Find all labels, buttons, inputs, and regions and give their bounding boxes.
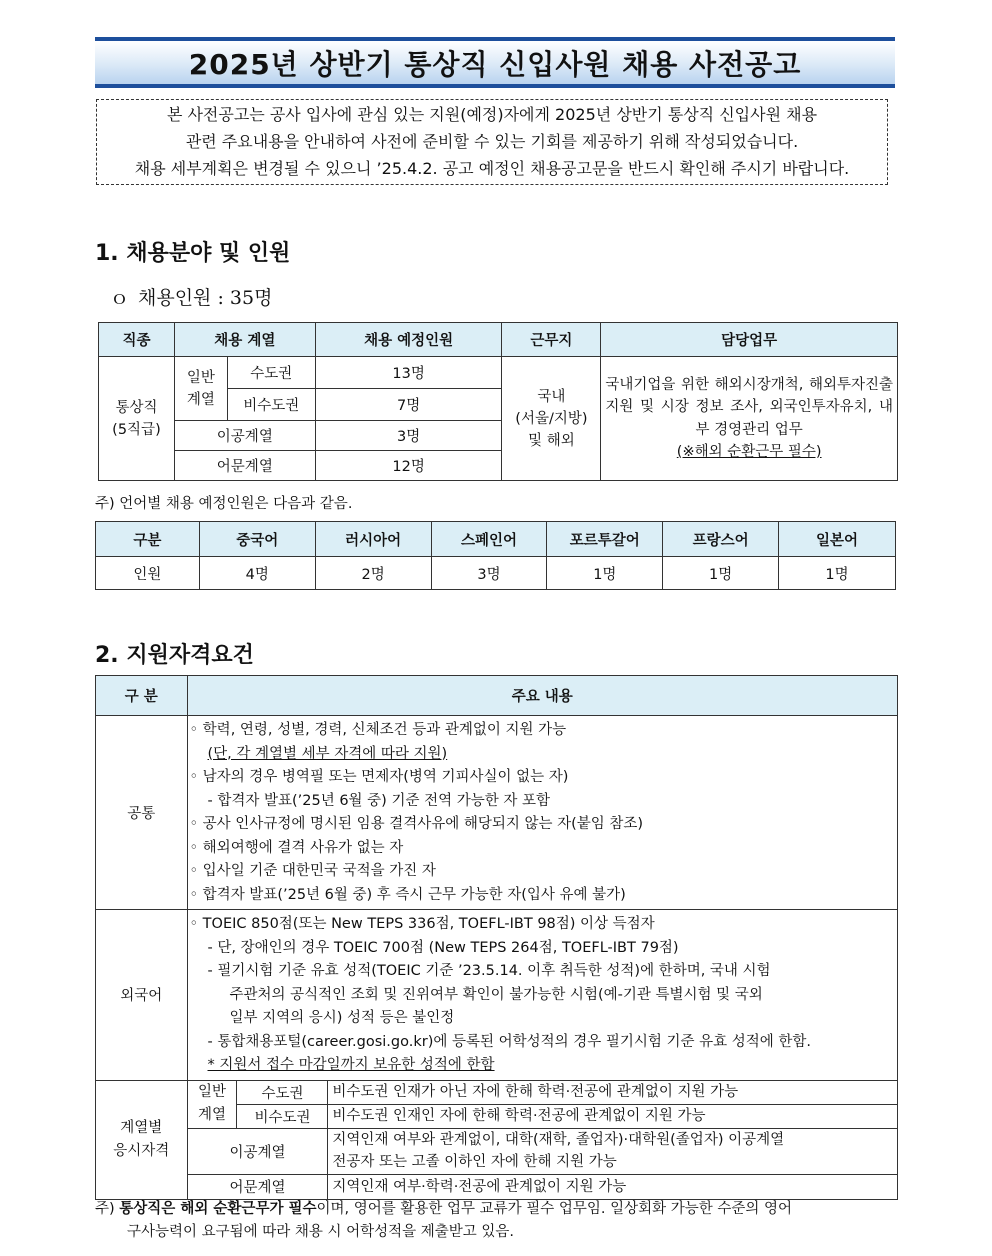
cell: 1명	[779, 557, 896, 590]
notice-line: 관련 주요내용을 안내하여 사전에 준비할 수 있는 기회를 제공하기 위해 작성되었습니다.	[185, 132, 799, 151]
duties-text: 국내기업을 위한 해외시장개척, 해외투자진출 지원 및 시장 정보 조사, 외국인투자유치, 내부 경영관리 업무	[605, 376, 893, 438]
footnote-line	[95, 1198, 792, 1221]
language-table	[95, 521, 896, 590]
section-heading-recruitment: 1. 채용분야 및 인원	[95, 241, 291, 266]
bullet-mark: ｏ	[110, 287, 130, 309]
table-row	[96, 1174, 898, 1199]
header-cell: 스페인어	[431, 522, 547, 557]
headcount-bullet	[110, 283, 272, 310]
track-desc: 지역인재 여부와 관계없이, 대학(재학, 졸업자)·대학원(졸업자) 이공계열 전공자 또는 고졸 이하인 자에 한해 지원 가능	[328, 1128, 898, 1174]
recruitment-table	[98, 322, 898, 481]
header-cell: 직종	[99, 323, 175, 357]
notice-line: 채용 세부계획은 변경될 수 있으니 ’25.4.2. 공고 예정인 채용공고문을 반드시 확인해 주시기 바랍니다.	[134, 159, 850, 178]
job-cell: 통상직 (5직급)	[99, 357, 175, 481]
table-row	[96, 1128, 898, 1174]
language-content	[187, 910, 897, 1081]
duties-cell	[601, 357, 898, 481]
qualification-table	[95, 675, 898, 1200]
list-item: - 필기시험 기준 유효 성적(TOEIC 기준 ’23.5.14. 이후 취득한 성적)에 한하며, 국내 시험	[207, 963, 771, 979]
notice-box	[96, 99, 888, 185]
header-cell: 구분	[96, 522, 200, 557]
header-cell: 채용 계열	[174, 323, 315, 357]
header-cell: 포르투갈어	[547, 522, 663, 557]
count-cell: 7명	[315, 389, 502, 421]
general-track-label: 일반 계열	[187, 1080, 237, 1128]
list-item: ◦ 입사일 기준 대한민국 국적을 가진 자	[189, 863, 436, 879]
header-cell: 프랑스어	[663, 522, 779, 557]
footnote-prefix: 주)	[95, 1201, 120, 1217]
table-header-row	[96, 676, 898, 716]
common-content	[187, 716, 897, 910]
table-row	[96, 557, 896, 590]
cell: 2명	[315, 557, 431, 590]
header-cell: 담당업무	[601, 323, 898, 357]
table-row	[99, 357, 898, 389]
location-cell: 국내 (서울/지방) 및 해외	[502, 357, 601, 481]
footnote-emphasis: 통상직은 해외 순환근무가 필수	[119, 1201, 317, 1217]
track-cell: 수도권	[227, 357, 315, 389]
cell: 1명	[547, 557, 663, 590]
footnote-line: 구사능력이 요구됨에 따라 채용 시 어학성적을 제출받고 있음.	[127, 1224, 515, 1240]
table-row	[96, 716, 898, 910]
count-cell: 12명	[315, 451, 502, 481]
count-cell: 13명	[315, 357, 502, 389]
list-item: - 단, 장애인의 경우 TOEIC 700점 (New TEPS 264점, TOEFL-IBT 79점)	[207, 939, 679, 956]
track-cell: 비수도권	[227, 389, 315, 421]
header-cell: 중국어	[199, 522, 315, 557]
footnote	[95, 1198, 792, 1244]
list-item: 일부 지역의 응시) 성적 등은 불인정	[229, 1010, 455, 1026]
language-label: 외국어	[96, 910, 188, 1081]
header-cell: 주요 내용	[187, 676, 897, 716]
track-name: 비수도권	[237, 1104, 328, 1128]
table-header-row	[96, 522, 896, 557]
track-desc: 지역인재 여부·학력·전공에 관계없이 지원 가능	[328, 1174, 898, 1199]
track-name: 이공계열	[187, 1128, 328, 1174]
track-name: 수도권	[237, 1080, 328, 1104]
track-desc: 비수도권 인재가 아닌 자에 한해 학력·전공에 관계없이 지원 가능	[328, 1080, 898, 1104]
track-desc: 비수도권 인재인 자에 한해 학력·전공에 관계없이 지원 가능	[328, 1104, 898, 1128]
list-item: ◦ TOEIC 850점(또는 New TEPS 336점, TOEFL-IBT 98점) 이상 득점자	[189, 916, 655, 932]
page-title: 2025년 상반기 통상직 신입사원 채용 사전공고	[188, 47, 802, 81]
cell: 4명	[199, 557, 315, 590]
table-row	[96, 1080, 898, 1104]
track-cell: 어문계열	[174, 451, 315, 481]
table-row	[96, 910, 898, 1081]
list-item: * 지원서 접수 마감일까지 보유한 성적에 한함	[207, 1057, 495, 1073]
count-cell: 3명	[315, 421, 502, 451]
cell: 3명	[431, 557, 547, 590]
cell: 인원	[96, 557, 200, 590]
general-track-cell: 일반 계열	[174, 357, 227, 421]
common-label: 공통	[96, 716, 188, 910]
language-note: 주) 언어별 채용 예정인원은 다음과 같음.	[95, 496, 353, 512]
duties-note: (※해외 순환근무 필수)	[676, 444, 822, 460]
track-qualification-label: 계열별 응시자격	[96, 1080, 188, 1199]
table-header-row	[99, 323, 898, 357]
section-heading-qualifications: 2. 지원자격요건	[95, 643, 254, 668]
header-cell: 채용 예정인원	[315, 323, 502, 357]
list-item: ◦ 해외여행에 결격 사유가 없는 자	[189, 839, 404, 856]
page-title-banner	[95, 37, 895, 88]
header-cell: 일본어	[779, 522, 896, 557]
list-item: (단, 각 계열별 세부 자격에 따라 지원)	[207, 745, 448, 762]
track-cell: 이공계열	[174, 421, 315, 451]
header-cell: 러시아어	[315, 522, 431, 557]
list-item: ◦ 합격자 발표(’25년 6월 중) 후 즉시 근무 가능한 자(입사 유예 불가)	[189, 886, 626, 903]
list-item: - 통합채용포털(career.gosi.go.kr)에 등록된 어학성적의 경우 필기시험 기준 유효 성적에 한함.	[207, 1033, 811, 1050]
header-cell: 구 분	[96, 676, 188, 716]
footnote-text: 이며, 영어를 활용한 업무 교류가 필수 업무임. 일상회화 가능한 수준의 영어	[316, 1201, 793, 1217]
notice-line: 본 사전공고는 공사 입사에 관심 있는 지원(예정)자에게 2025년 상반기 통상직 신입사원 채용	[166, 105, 818, 124]
list-item: ◦ 공사 인사규정에 명시된 임용 결격사유에 해당되지 않는 자(붙임 참조)	[189, 816, 644, 832]
track-name: 어문계열	[187, 1174, 328, 1199]
list-item: ◦ 남자의 경우 병역필 또는 면제자(병역 기피사실이 없는 자)	[189, 769, 569, 785]
header-cell: 근무지	[502, 323, 601, 357]
headcount-text: 채용인원 : 35명	[138, 287, 273, 309]
list-item: 주관처의 공식적인 조회 및 진위여부 확인이 불가능한 시험(예-기관 특별시험 및 국외	[229, 986, 763, 1003]
list-item: ◦ 학력, 연령, 성별, 경력, 신체조건 등과 관계없이 지원 가능	[189, 722, 567, 738]
cell: 1명	[663, 557, 779, 590]
list-item: - 합격자 발표(’25년 6월 중) 기준 전역 가능한 자 포함	[207, 792, 550, 809]
